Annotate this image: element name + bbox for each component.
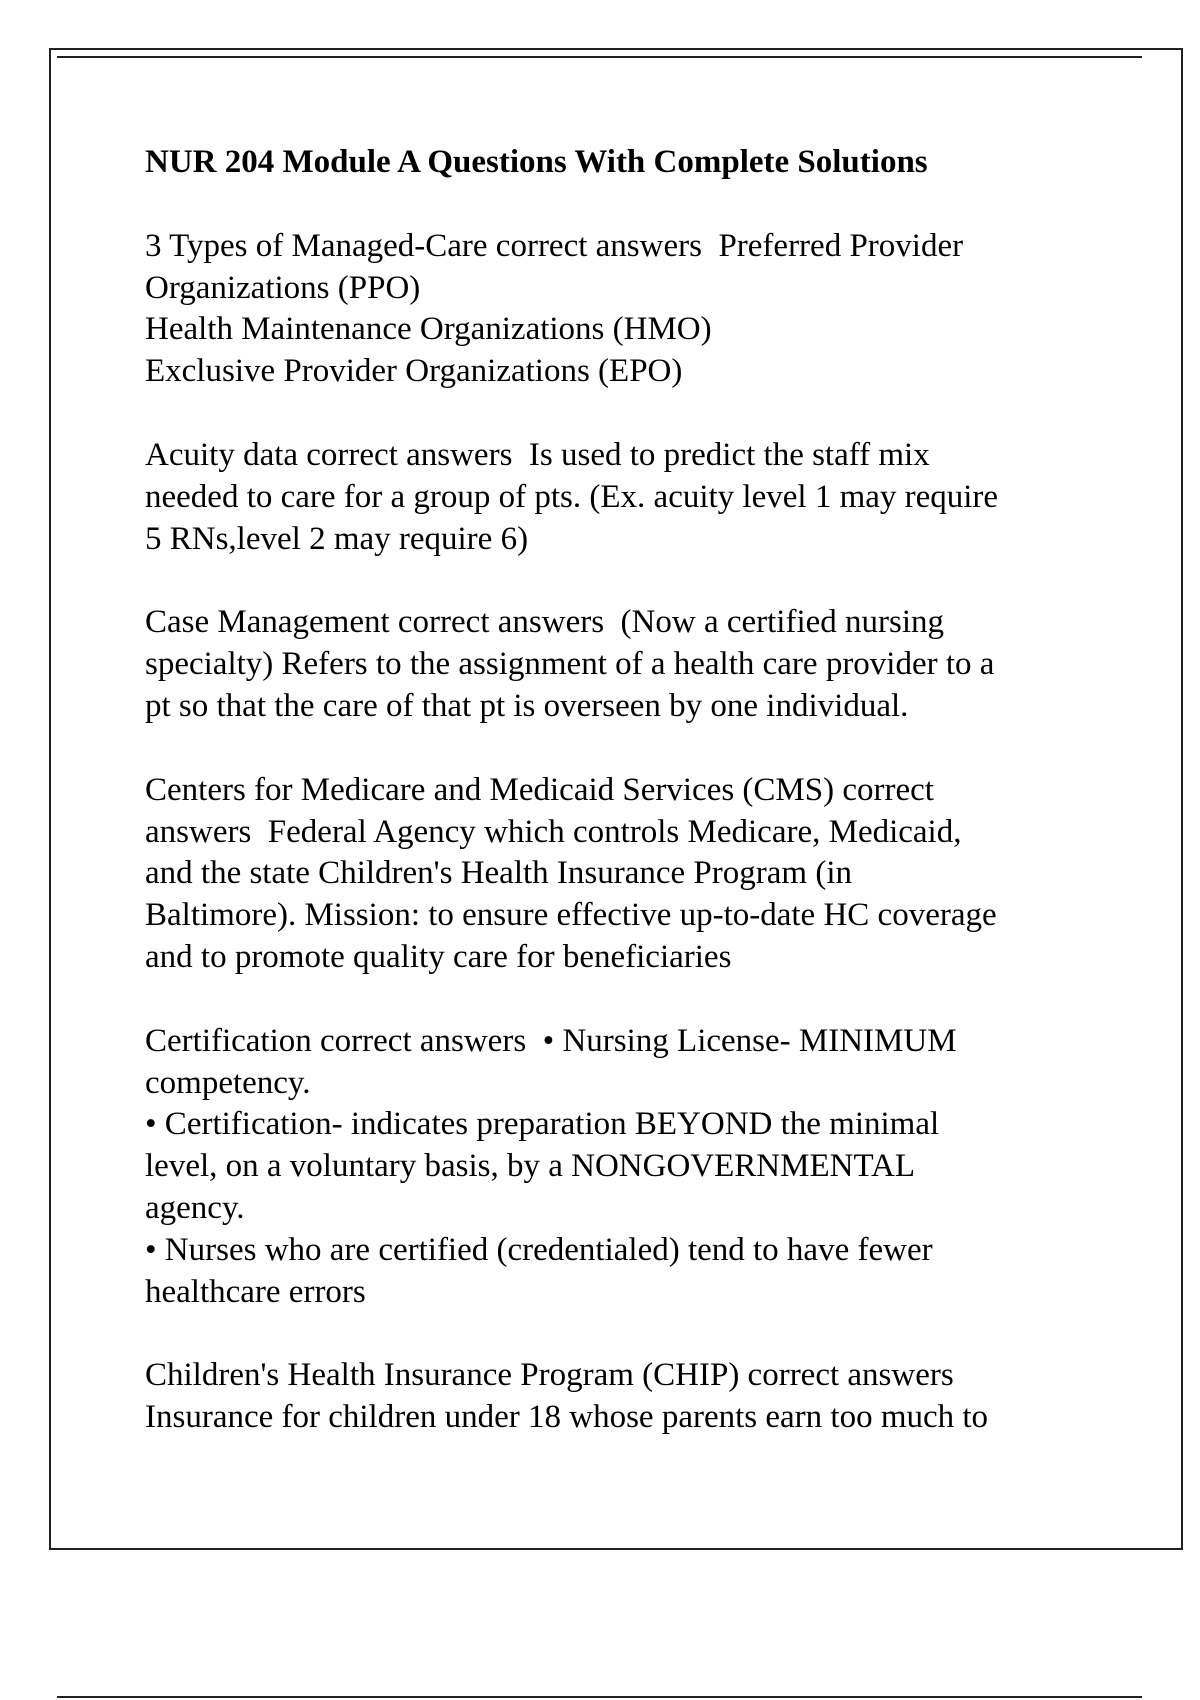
entry-line: Exclusive Provider Organizations (EPO) [145, 353, 683, 390]
entry-line: Certification correct answers • Nursing License- MINIMUM [145, 1022, 957, 1059]
entry-case-management [145, 602, 1105, 727]
entry-line: and to promote quality care for beneficiaries [145, 938, 732, 975]
entry-managed-care [145, 226, 1105, 393]
entry-line: healthcare errors [145, 1273, 366, 1310]
entry-line: Organizations (PPO) [145, 269, 421, 306]
entry-certification [145, 1021, 1105, 1314]
entry-line: Case Management correct answers (Now a certified nursing [145, 604, 945, 641]
entry-line: answers Federal Agency which controls Medicare, Medicaid, [145, 813, 962, 850]
document-title: NUR 204 Module A Questions With Complete Solutions [145, 144, 928, 180]
entry-line: pt so that the care of that pt is overseen by one individual. [145, 687, 909, 724]
entry-line: • Certification- indicates preparation BEYOND the minimal [145, 1106, 940, 1143]
entry-line: 3 Types of Managed-Care correct answers Preferred Provider [145, 227, 964, 264]
entry-line: Acuity data correct answers Is used to predict the staff mix [145, 436, 930, 473]
document-body [145, 142, 1105, 1481]
entry-line: competency. [145, 1064, 311, 1101]
entry-line: Health Maintenance Organizations (HMO) [145, 311, 712, 348]
entry-line: • Nurses who are certified (credentialed) tend to have fewer [145, 1231, 933, 1268]
entry-acuity-data [145, 435, 1105, 560]
entry-line: level, on a voluntary basis, by a NONGOVERNMENTAL [145, 1148, 915, 1185]
top-rule [57, 56, 1142, 58]
entry-line: Insurance for children under 18 whose parents earn too much to [145, 1399, 989, 1436]
entry-line: Children's Health Insurance Program (CHIP) correct answers [145, 1357, 954, 1394]
bottom-rule [57, 1696, 1142, 1698]
entry-line: 5 RNs,level 2 may require 6) [145, 520, 529, 557]
entry-chip [145, 1355, 1105, 1439]
entry-cms [145, 770, 1105, 979]
entry-line: Centers for Medicare and Medicaid Services (CMS) correct [145, 771, 934, 808]
entry-line: Baltimore). Mission: to ensure effective up-to-date HC coverage [145, 897, 997, 934]
entry-line: agency. [145, 1189, 245, 1226]
entry-line: specialty) Refers to the assignment of a health care provider to a [145, 646, 995, 683]
entry-line: and the state Children's Health Insurance Program (in [145, 855, 852, 892]
entry-line: needed to care for a group of pts. (Ex. acuity level 1 may require [145, 478, 999, 515]
